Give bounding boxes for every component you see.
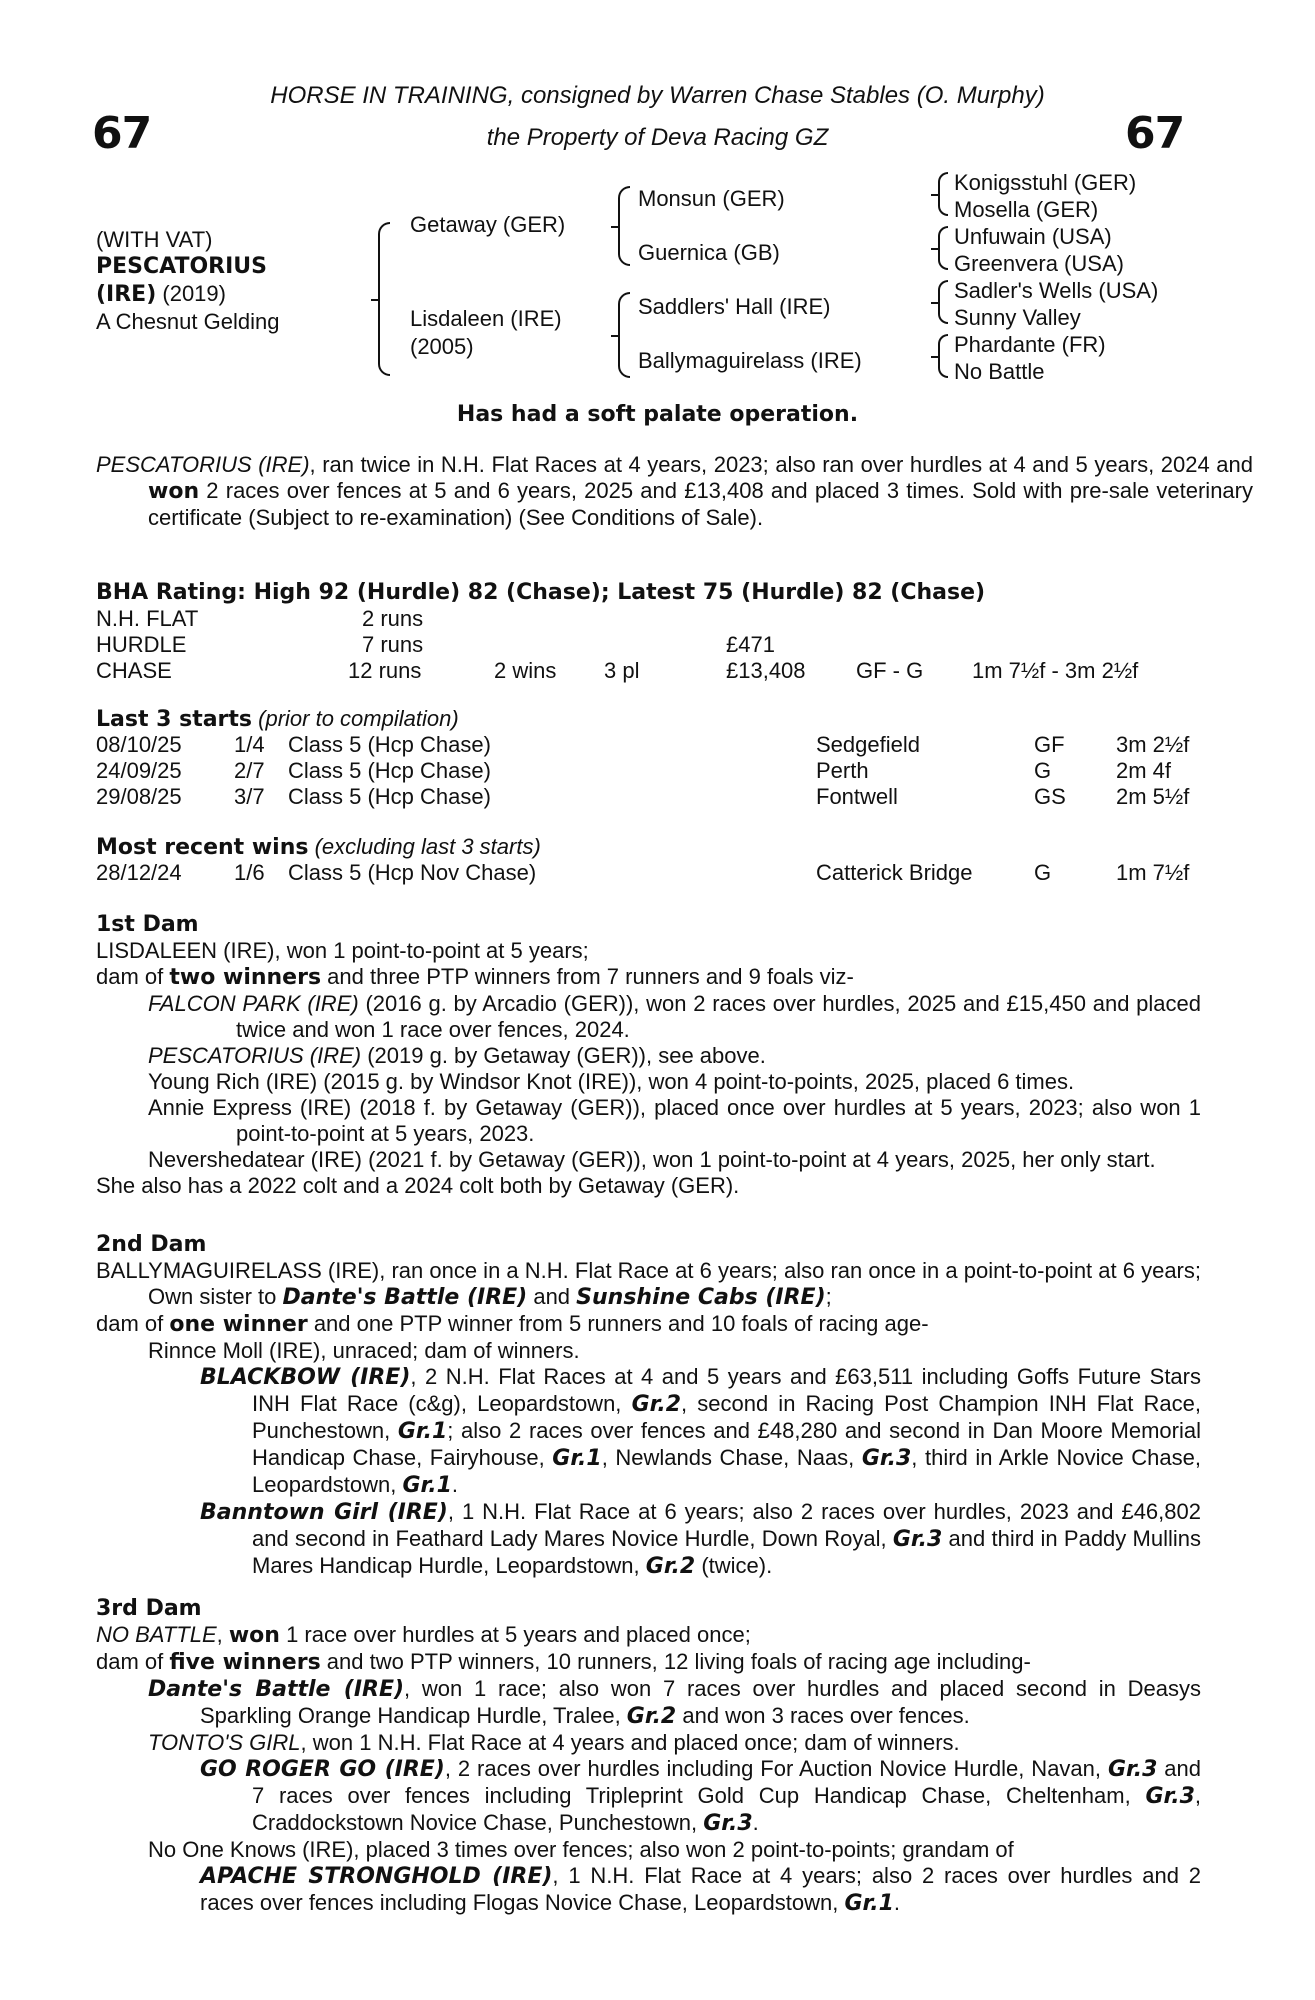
- pedigree-brace-main: [378, 222, 390, 376]
- black-type-name: Dante's Battle (IRE): [282, 1285, 528, 1310]
- bha-row-hurdle: [96, 632, 1201, 658]
- horse-origin: (IRE): [96, 282, 157, 307]
- text: and won 3 races over fences.: [676, 1703, 970, 1728]
- grade: Gr.2: [626, 1704, 677, 1729]
- race-distance: 2m 5½f: [1116, 784, 1190, 809]
- produce-name: TONTO'S GIRL: [148, 1730, 301, 1755]
- text: dam of: [96, 1649, 170, 1674]
- text: ,: [216, 1622, 229, 1647]
- grade: Gr.1: [552, 1446, 602, 1471]
- horse-year: (2019): [156, 281, 226, 306]
- grade: Gr.3: [861, 1446, 912, 1471]
- recent-wins-title: Most recent wins: [96, 835, 309, 860]
- bha-type: CHASE: [96, 658, 172, 683]
- race-distance: 3m 2½f: [1116, 732, 1190, 757]
- text: ;: [825, 1284, 832, 1309]
- pedigree-brace-g3-2: [938, 226, 948, 270]
- bha-type: N.H. FLAT: [96, 606, 199, 631]
- text: , 1 N.H. Flat Race at 6 years; also 2 races over hurdles, 2023 and £46,802 and second in Feathard Lady Mares Novice Hurdle, Down Royal,: [252, 1499, 1201, 1551]
- produce-entry: [96, 1043, 1201, 1069]
- third-dam-line: [96, 1622, 1201, 1649]
- first-dam-line: LISDALEEN (IRE), won 1 point-to-point at 5 years;: [96, 938, 589, 963]
- text: , second in Racing Post Champion INH Flat Race, Punchestown,: [252, 1391, 1202, 1443]
- pedigree-gen3: Sunny Valley: [954, 305, 1081, 330]
- text: 1 race over hurdles at 5 years and placed once;: [279, 1622, 751, 1647]
- bha-type: HURDLE: [96, 632, 187, 657]
- grade: Gr.1: [844, 1891, 894, 1916]
- race-position: 3/7: [234, 784, 265, 809]
- second-dam-title: 2nd Dam: [96, 1232, 207, 1257]
- pedigree-gen3: Unfuwain (USA): [954, 224, 1112, 249]
- produce-name: Young Rich (IRE): [148, 1069, 318, 1094]
- bha-distance: 1m 7½f - 3m 2½f: [972, 658, 1139, 683]
- bha-prize: £471: [726, 632, 775, 657]
- pedigree-gen3: Greenvera (USA): [954, 251, 1124, 276]
- race-going: GS: [1034, 784, 1066, 809]
- text: BALLYMAGUIRELASS (IRE), ran once in a N.H. Flat Race at 6 years; also ran once in a point-to-point at 6 years; Own sister to: [96, 1258, 1201, 1309]
- race-going: GF: [1034, 732, 1065, 757]
- last3-heading: [96, 706, 459, 732]
- pedigree-brace-dam: [618, 292, 630, 378]
- race-class: Class 5 (Hcp Chase): [288, 758, 491, 783]
- black-type-name: Dante's Battle (IRE): [148, 1677, 405, 1702]
- black-type-name: APACHE STRONGHOLD (IRE): [200, 1864, 553, 1889]
- produce-name: FALCON PARK (IRE): [148, 991, 359, 1016]
- bha-going: GF - G: [856, 658, 924, 683]
- second-dam-produce-summary: [96, 1311, 1201, 1338]
- text: (twice).: [695, 1553, 773, 1578]
- race-date: 24/09/25: [96, 758, 182, 783]
- pedigree-gen3: No Battle: [954, 359, 1045, 384]
- recent-win-row: [96, 860, 1201, 886]
- last3-subtitle: (prior to compilation): [252, 706, 459, 731]
- won: won: [228, 1623, 280, 1648]
- race-course: Catterick Bridge: [816, 860, 973, 885]
- bha-runs: 2 runs: [362, 606, 424, 631]
- text: , won 1 N.H. Flat Race at 4 years and placed once; dam of winners.: [300, 1730, 960, 1755]
- produce-entry: [96, 1730, 1201, 1756]
- third-dam-produce-summary: [96, 1649, 1201, 1676]
- first-dam-footer: She also has a 2022 colt and a 2024 colt both by Getaway (GER).: [96, 1173, 740, 1198]
- third-dam-section: [96, 1596, 1201, 1917]
- first-dam-produce-summary: [96, 964, 1201, 991]
- race-summary: [96, 452, 1253, 531]
- pedigree-sire: Getaway (GER): [410, 212, 566, 237]
- soft-palate-note: Has had a soft palate operation.: [456, 402, 859, 427]
- one-winner: one winner: [169, 1312, 308, 1337]
- produce-entry: [96, 1069, 1201, 1095]
- text: , Craddockstown Novice Chase, Punchestown,: [252, 1783, 1201, 1835]
- grade: Gr.1: [397, 1419, 448, 1444]
- race-distance: 2m 4f: [1116, 758, 1172, 783]
- grade: Gr.2: [631, 1392, 681, 1417]
- produce-text: (2019 g. by Getaway (GER)), see above.: [361, 1043, 766, 1068]
- black-type-name: Banntown Girl (IRE): [200, 1500, 448, 1525]
- grade: Gr.3: [703, 1811, 753, 1836]
- black-type-name: BLACKBOW (IRE): [200, 1365, 411, 1390]
- bha-prize: £13,408: [726, 658, 806, 683]
- race-class: Class 5 (Hcp Chase): [288, 784, 491, 809]
- produce-text: (2021 f. by Getaway (GER)), won 1 point-to-point at 4 years, 2025, her only start.: [361, 1147, 1156, 1172]
- produce-entry: [96, 1095, 1201, 1147]
- last3-row: [96, 758, 1201, 784]
- produce-entry: [96, 1364, 1201, 1499]
- pedigree-dam-year: (2005): [410, 334, 474, 359]
- produce-entry: [96, 991, 1201, 1043]
- two-winners: two winners: [169, 965, 322, 990]
- text: and 7 races over fences including Tripleprint Gold Cup Handicap Chase, Cheltenham,: [252, 1756, 1201, 1808]
- race-date: 08/10/25: [96, 732, 182, 757]
- race-going: G: [1034, 860, 1052, 885]
- black-type-name: GO ROGER GO (IRE): [200, 1757, 445, 1782]
- text: ; also 2 races over fences and £48,280 and second in Dan Moore Memorial Handicap Chase, Fairyhouse,: [252, 1418, 1202, 1470]
- race-date: 29/08/25: [96, 784, 182, 809]
- last3-title: Last 3 starts: [96, 707, 253, 732]
- race-class: Class 5 (Hcp Nov Chase): [288, 860, 537, 885]
- produce-entry: Rinnce Moll (IRE), unraced; dam of winners.: [148, 1338, 580, 1363]
- summary-horse-name: PESCATORIUS (IRE): [96, 452, 310, 477]
- lot-number-left: 67: [92, 108, 152, 159]
- bha-rating: BHA Rating: High 92 (Hurdle) 82 (Chase); Latest 75 (Hurdle) 82 (Chase): [96, 580, 986, 605]
- produce-text: (2016 g. by Arcadio (GER)), won 2 races over hurdles, 2025 and £15,450 and placed twice and won 1 race over fences, 2024.: [236, 991, 1202, 1042]
- summary-text: 2 races over fences at 5 and 6 years, 2025 and £13,408 and placed 3 times. Sold with pre-sale veterinary certificate (Subject to re-examination) (See Conditions of Sale).: [148, 478, 1253, 530]
- pedigree-gen3: Phardante (FR): [954, 332, 1106, 357]
- horse-description: A Chesnut Gelding: [96, 309, 280, 334]
- grade: Gr.2: [645, 1554, 696, 1579]
- bha-wins: 2 wins: [494, 658, 557, 683]
- race-course: Perth: [816, 758, 869, 783]
- summary-won: won: [148, 479, 200, 504]
- race-course: Fontwell: [816, 784, 898, 809]
- produce-text: (2015 g. by Windsor Knot (IRE)), won 4 point-to-points, 2025, placed 6 times.: [317, 1069, 1075, 1094]
- text: .: [893, 1890, 901, 1915]
- pedigree-dam-sire: Saddlers' Hall (IRE): [638, 294, 831, 319]
- horse-name: PESCATORIUS: [96, 254, 268, 279]
- text: No One Knows (IRE), placed 3 times over fences; also won 2 point-to-points; grandam of: [148, 1837, 1014, 1862]
- first-dam-section: [96, 912, 1201, 1199]
- text: and two PTP winners, 10 runners, 12 living foals of racing age including-: [320, 1649, 1031, 1674]
- recent-wins-heading: [96, 834, 541, 860]
- grade: Gr.3: [1107, 1757, 1158, 1782]
- text: .: [451, 1472, 458, 1497]
- grade: Gr.3: [1145, 1784, 1195, 1809]
- pedigree-brace-g3-1: [938, 172, 948, 216]
- lot-number-right: 67: [1125, 108, 1185, 159]
- five-winners: five winners: [169, 1650, 321, 1675]
- text: and: [527, 1284, 577, 1309]
- pedigree-gen3: Konigsstuhl (GER): [954, 170, 1137, 195]
- text: , won 1 race; also won 7 races over hurdles and placed second in Deasys Sparkling Orange Handicap Hurdle, Tralee,: [200, 1676, 1201, 1728]
- bha-runs: 12 runs: [348, 658, 422, 683]
- race-distance: 1m 7½f: [1116, 860, 1190, 885]
- bha-row-chase: [96, 658, 1201, 684]
- summary-text: , ran twice in N.H. Flat Races at 4 years, 2023; also ran over hurdles at 4 and 5 years, 2024 and: [309, 452, 1253, 477]
- last3-row: [96, 784, 1201, 810]
- third-dam-title: 3rd Dam: [96, 1596, 202, 1621]
- text: dam of: [96, 1311, 170, 1336]
- pedigree-gen3: Sadler's Wells (USA): [954, 278, 1159, 303]
- produce-entry: [96, 1863, 1201, 1917]
- consignor-line: HORSE IN TRAINING, consigned by Warren Chase Stables (O. Murphy): [270, 82, 1045, 109]
- first-dam-title: 1st Dam: [96, 912, 199, 937]
- race-position: 1/6: [234, 860, 265, 885]
- grade: Gr.1: [402, 1473, 452, 1498]
- produce-entry: [96, 1756, 1201, 1837]
- bha-placed: 3 pl: [604, 658, 640, 683]
- race-class: Class 5 (Hcp Chase): [288, 732, 491, 757]
- black-type-name: Sunshine Cabs (IRE): [576, 1285, 826, 1310]
- last3-row: [96, 732, 1201, 758]
- vat-label: (WITH VAT): [96, 227, 213, 252]
- race-course: Sedgefield: [816, 732, 920, 757]
- horse-identity: [96, 226, 279, 335]
- text: and one PTP winner from 5 runners and 10 foals of racing age-: [307, 1311, 929, 1336]
- bha-row-flat: [96, 606, 1201, 632]
- race-position: 2/7: [234, 758, 265, 783]
- dam-name: NO BATTLE: [96, 1622, 217, 1647]
- produce-name: Annie Express (IRE): [148, 1095, 352, 1120]
- text: .: [752, 1810, 759, 1835]
- race-going: G: [1034, 758, 1052, 783]
- text: , Newlands Chase, Naas,: [601, 1445, 862, 1470]
- text: and three PTP winners from 7 runners and 9 foals viz-: [321, 964, 854, 989]
- race-date: 28/12/24: [96, 860, 182, 885]
- produce-entry: [96, 1499, 1201, 1580]
- produce-name: PESCATORIUS (IRE): [148, 1043, 362, 1068]
- bha-runs: 7 runs: [362, 632, 424, 657]
- recent-wins-subtitle: (excluding last 3 starts): [308, 834, 541, 859]
- produce-entry: [96, 1676, 1201, 1730]
- text: , 2 N.H. Flat Races at 4 and 5 years and £63,511 including Goffs Future Stars INH Flat Race (c&g), Leopardstown,: [252, 1364, 1201, 1416]
- pedigree-sire-dam: Guernica (GB): [638, 240, 780, 265]
- text: , third in Arkle Novice Chase, Leopardstown,: [252, 1445, 1201, 1497]
- pedigree-sire-sire: Monsun (GER): [638, 186, 785, 211]
- produce-text: (2018 f. by Getaway (GER)), placed once over hurdles at 5 years, 2023; also won 1 point-to-point at 5 years, 2023.: [236, 1095, 1201, 1146]
- pedigree-dam: Lisdaleen (IRE): [410, 306, 562, 331]
- produce-entry: [96, 1837, 1201, 1863]
- produce-entry: [96, 1147, 1201, 1173]
- text: , 1 N.H. Flat Race at 4 years; also 2 races over hurdles and 2 races over fences including Flogas Novice Chase, Leopardstown,: [200, 1863, 1201, 1915]
- text: , 2 races over hurdles including For Auction Novice Hurdle, Navan,: [444, 1756, 1108, 1781]
- pedigree-brace-g3-3: [938, 280, 948, 324]
- text: and third in Paddy Mullins Mares Handicap Hurdle, Leopardstown,: [252, 1526, 1202, 1578]
- property-line: the Property of Deva Racing GZ: [486, 124, 829, 151]
- second-dam-section: [96, 1232, 1201, 1580]
- pedigree-brace-g3-4: [938, 334, 948, 378]
- pedigree-brace-sire: [618, 186, 630, 266]
- second-dam-line: [96, 1258, 1201, 1311]
- race-position: 1/4: [234, 732, 265, 757]
- text: dam of: [96, 964, 170, 989]
- pedigree-dam-dam: Ballymaguirelass (IRE): [638, 348, 862, 373]
- produce-name: Nevershedatear (IRE): [148, 1147, 362, 1172]
- grade: Gr.3: [892, 1527, 943, 1552]
- pedigree-gen3: Mosella (GER): [954, 197, 1099, 222]
